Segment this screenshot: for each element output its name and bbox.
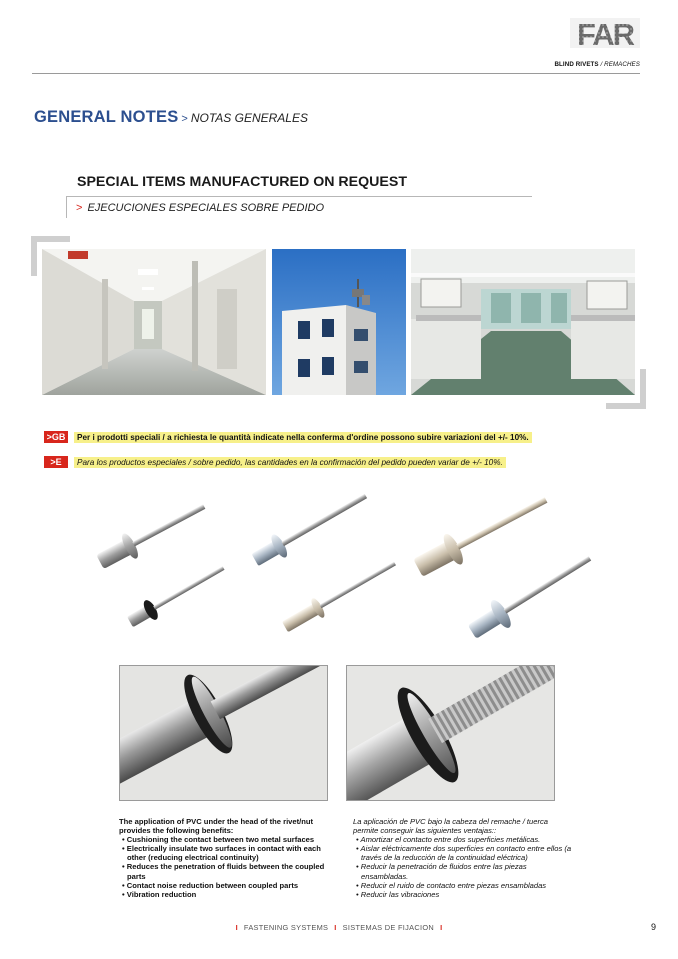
footer-right: SISTEMAS DE FIJACION bbox=[342, 923, 435, 932]
rivets-illustration bbox=[80, 482, 600, 652]
header-category: BLIND RIVETS / REMACHES bbox=[554, 61, 640, 68]
section-title: GENERAL NOTES > NOTAS GENERALES bbox=[34, 108, 308, 126]
special-divider bbox=[66, 196, 532, 197]
note-es bbox=[44, 456, 506, 468]
benefits-es-intro: La aplicación de PVC bajo la cabeza del remache / tuerca permite conseguir las siguientes ventajas:: bbox=[353, 817, 549, 836]
pvc-detail-photo-1 bbox=[119, 665, 328, 801]
benefits-en bbox=[119, 817, 339, 899]
page-number: 9 bbox=[650, 922, 656, 932]
pvc-detail-photo-2 bbox=[346, 665, 555, 801]
list-item: • Cushioning the contact between two metal surfaces bbox=[119, 835, 339, 844]
rivet-4 bbox=[280, 554, 401, 637]
list-item: • Vibration reduction bbox=[119, 890, 339, 899]
section-title-en: GENERAL NOTES bbox=[34, 108, 179, 126]
list-item: • Reducir las vibraciones bbox=[353, 890, 573, 899]
list-item: • Reducir el ruido de contacto entre piezas ensambladas bbox=[353, 881, 573, 890]
rivet-3 bbox=[249, 485, 373, 572]
rivet-1 bbox=[93, 494, 210, 574]
footer-left: FASTENING SYSTEMS bbox=[243, 923, 329, 932]
laboratory-photo bbox=[411, 249, 635, 395]
note-gb-text: Per i prodotti speciali / a richiesta le quantità indicate nella conferma d'ordine possono subire variazioni del +/- 10%. bbox=[74, 432, 532, 443]
note-gb bbox=[44, 431, 532, 443]
footer: I FASTENING SYSTEMS I SISTEMAS DE FIJACION I bbox=[235, 923, 443, 932]
list-item: • Aislar eléctricamente dos superficies en contacto entre ellos (a través de la reducción de la continuidad eléctrica) bbox=[353, 844, 573, 862]
rivet-5 bbox=[410, 485, 554, 583]
building-photo bbox=[272, 249, 406, 395]
special-items-subtitle: > EJECUCIONES ESPECIALES SOBRE PEDIDO bbox=[76, 202, 325, 214]
list-item: • Reduces the penetration of fluids between the coupled parts bbox=[119, 862, 339, 880]
note-es-text: Para los productos especiales / sobre pedido, las cantidades en la confirmación del pedido pueden variar de +/- 10%. bbox=[74, 457, 506, 468]
benefits-es bbox=[353, 817, 573, 899]
rivet-6 bbox=[464, 545, 599, 646]
corridor-photo bbox=[42, 249, 266, 395]
note-es-tag: >E bbox=[44, 456, 68, 468]
logo-text: FAR bbox=[577, 17, 633, 50]
benefits-en-intro: The application of PVC under the head of the rivet/nut provides the following benefits: bbox=[119, 817, 314, 836]
list-item: • Reducir la penetración de fluidos entre las piezas ensambladas. bbox=[353, 862, 573, 880]
list-item: • Electrically insulate two surfaces in contact with each other (reducing electrical continuity) bbox=[119, 844, 339, 862]
list-item: • Amortizar el contacto entre dos superficies metálicas. bbox=[353, 835, 573, 844]
note-gb-tag: >GB bbox=[44, 431, 68, 443]
header-divider bbox=[32, 73, 640, 74]
far-logo bbox=[570, 16, 640, 50]
section-title-es: NOTAS GENERALES bbox=[190, 111, 308, 125]
list-item: • Contact noise reduction between coupled parts bbox=[119, 881, 339, 890]
special-items-title: SPECIAL ITEMS MANUFACTURED ON REQUEST bbox=[77, 174, 408, 190]
rivet-2 bbox=[125, 558, 230, 631]
